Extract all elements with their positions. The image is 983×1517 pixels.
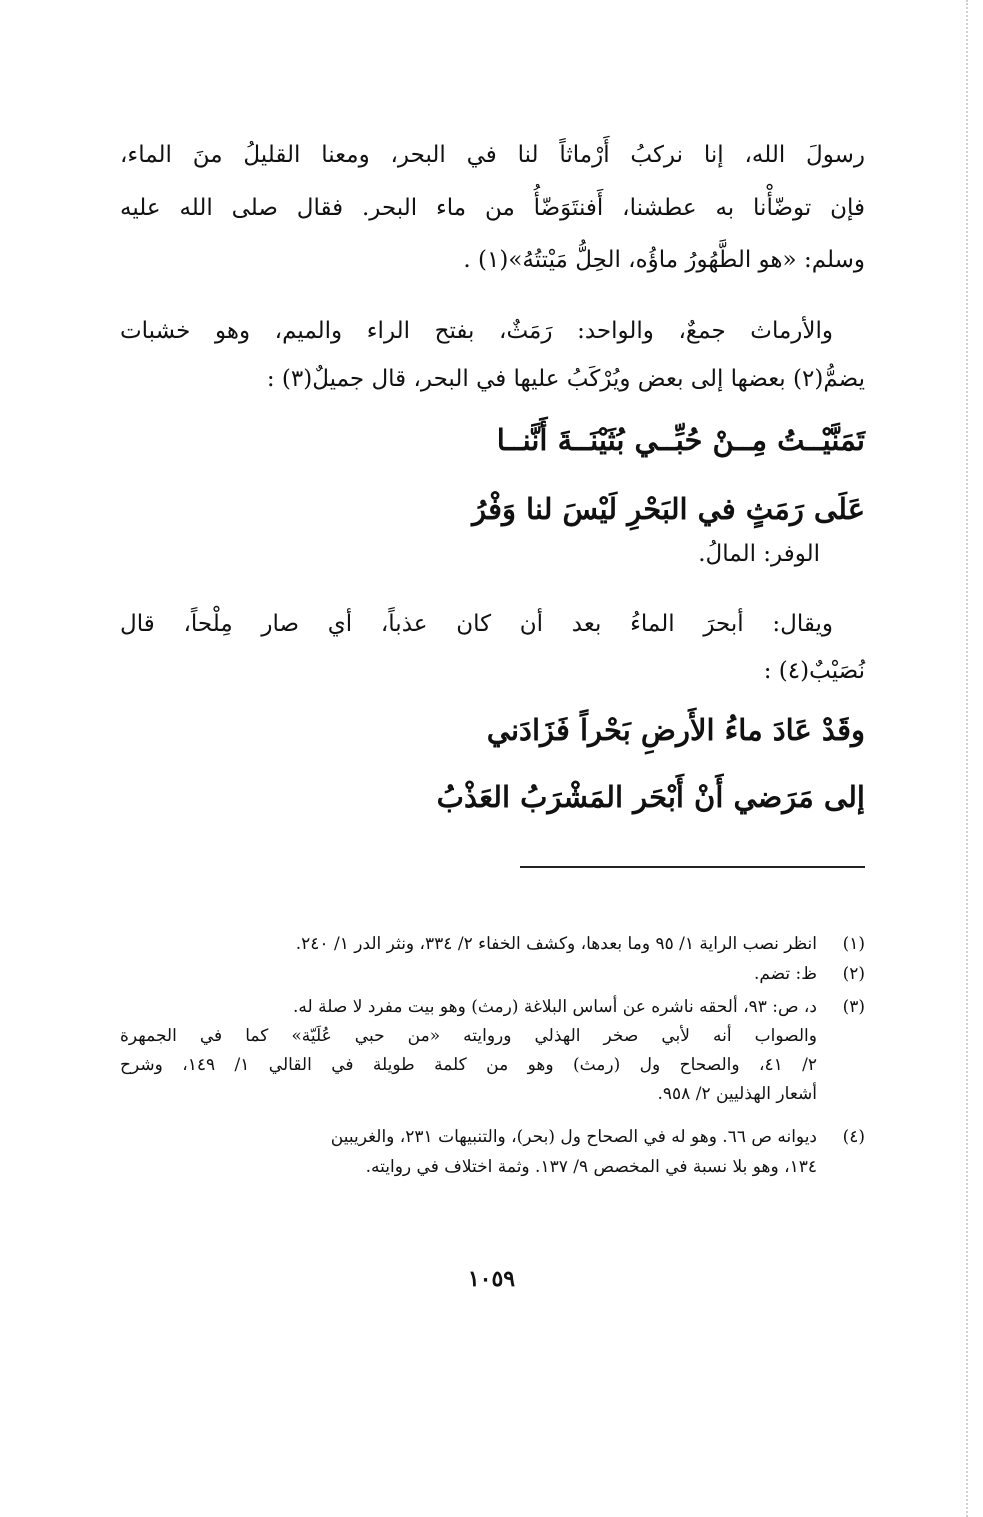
verse-line: عَلَى رَمَثٍ في البَحْرِ لَيْسَ لنا وَفْرُ xyxy=(472,492,865,526)
footnote-line xyxy=(120,1125,865,1149)
footnote-line: ١٣٤، وهو بلا نسبة في المخصص ٩/ ١٣٧. وثمة اختلاف في روايته. xyxy=(365,1157,817,1177)
body-line: نُصَيْبٌ(٤) : xyxy=(763,658,865,684)
body-line: فإن توضّأْنا به عطشنا، أَفنتَوَضّأُ من ماء البحر. فقال صلى الله عليه xyxy=(120,195,865,221)
page-number: ١٠٥٩ xyxy=(467,1266,516,1292)
footnote-number: (١) xyxy=(842,934,865,954)
verse-line: إلى مَرَضي أَنْ أَبْحَر المَشْرَبُ العَذْبُ xyxy=(436,780,865,814)
body-line: ويقال: أبحرَ الماءُ بعد أن كان عذباً، أي صار مِلْحاً، قال xyxy=(120,611,833,637)
footnote-line xyxy=(120,932,865,956)
body-line: وسلم: «هو الطَّهُورُ ماؤُه، الحِلُّ مَيْتتُهُ»(١) . xyxy=(463,247,865,273)
footnote-line: ٢/ ٤١، والصحاح ول (رمث) وهو من كلمة طويلة في القالي ١/ ١٤٩، وشرح xyxy=(120,1055,818,1075)
footnote-text: انظر نصب الراية ١/ ٩٥ وما بعدها، وكشف الخفاء ٢/ ٣٣٤، ونثر الدر ١/ ٢٤٠. xyxy=(295,934,817,954)
footnote-text: د، ص: ٩٣، ألحقه ناشره عن أساس البلاغة (رمث) وهو بيت مفرد لا صلة له. xyxy=(293,997,817,1017)
footnote-number: (٣) xyxy=(842,997,865,1017)
footnote-number: (٤) xyxy=(842,1127,865,1147)
footnote-text: ظ: تضم. xyxy=(753,964,817,984)
verse-line: وقَدْ عَادَ ماءُ الأَرضِ بَحْراً فَزَادَني xyxy=(486,713,865,747)
body-line: والأرماث جمعٌ، والواحد: رَمَثٌ، بفتح الراء والميم، وهو خشبات xyxy=(120,318,833,344)
footnote-separator xyxy=(520,866,865,868)
gloss-line: الوفر: المالُ. xyxy=(698,541,820,567)
footnote-text: ديوانه ص ٦٦. وهو له في الصحاح ول (بحر)، والتنبيهات ٢٣١، والغريبين xyxy=(330,1127,817,1147)
body-line: يضمُّ(٢) بعضها إلى بعض ويُرْكَبُ عليها في البحر، قال جميلٌ(٣) : xyxy=(266,366,865,392)
footnote-line xyxy=(120,995,865,1019)
verse-line: تَمَنَّيْــتُ مِــنْ حُبِّــي بُثَيْنَــةَ أَنَّنــا xyxy=(496,423,865,457)
footnote-line xyxy=(120,962,865,986)
body-line: رسولَ الله، إنا نركبُ أَرْماثاً لنا في البحر، ومعنا القليلُ منَ الماء، xyxy=(120,142,865,168)
footnote-number: (٢) xyxy=(842,964,865,984)
footnote-line: أشعار الهذليين ٢/ ٩٥٨. xyxy=(657,1084,817,1104)
footnote-line: والصواب أنه لأبي صخر الهذلي وروايته «من حبي عُلَيّة» كما في الجمهرة xyxy=(120,1026,817,1046)
